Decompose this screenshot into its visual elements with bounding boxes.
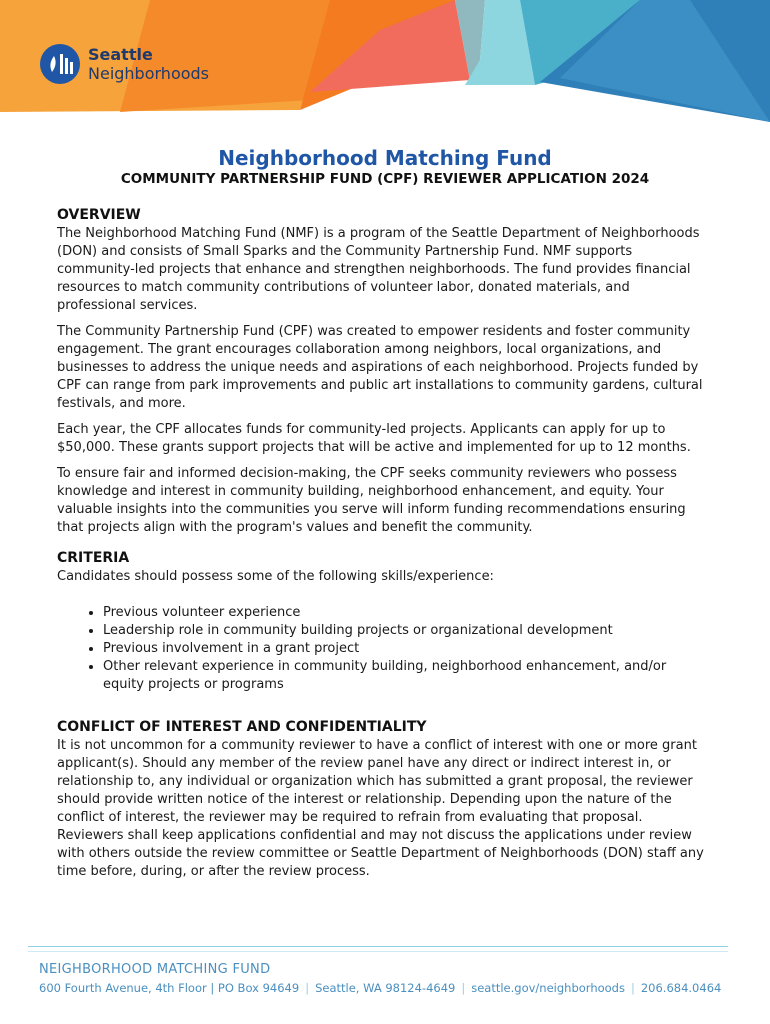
footer-website-link[interactable]: seattle.gov/neighborhoods [471, 981, 625, 995]
list-item: • Other relevant experience in community building, neighborhood enhancement, and/or equity projects or programs [103, 658, 707, 694]
footer-divider-secondary [28, 951, 728, 952]
criteria-intro: Candidates should possess some of the following skills/experience: [57, 569, 494, 584]
list-item: • Previous involvement in a grant project [103, 640, 707, 658]
footer-divider [28, 946, 728, 947]
seattle-seal-icon [38, 42, 82, 86]
footer-address: 600 Fourth Avenue, 4th Floor | PO Box 94649 | Seattle, WA 98124-4649 | seattle.gov/neighborhoods | 206.684.0464 [39, 981, 722, 995]
overview-paragraph-4: To ensure fair and informed decision-making, the CPF seeks community reviewers who possess knowledge and interest in community building, neighborhood enhancement, and equity. Your valuable insights into the communities you serve will inform funding recommendations ensuring that projects align with the program's values and benefit the community. [57, 466, 686, 535]
document-subtitle: COMMUNITY PARTNERSHIP FUND (CPF) REVIEWER APPLICATION 2024 [120, 171, 650, 187]
list-item: • Previous volunteer experience [103, 604, 707, 622]
overview-heading: OVERVIEW [57, 207, 141, 223]
footer-phone: 206.684.0464 [640, 981, 722, 995]
seattle-neighborhoods-logo [38, 42, 209, 86]
logo-line-2: Neighborhoods [88, 64, 210, 83]
list-item: • Leadership role in community building projects or organizational development [103, 622, 707, 640]
overview-paragraph-1: The Neighborhood Matching Fund (NMF) is a program of the Seattle Department of Neighborhoods (DON) and consists of Small Sparks and the Community Partnership Fund. NMF supports community-led projects that enhance and strengthen neighborhoods. The fund provides financial resources to match community contributions of volunteer labor, donated materials, and professional services. [57, 226, 700, 313]
conflict-paragraph: It is not uncommon for a community reviewer to have a conflict of interest with one or more grant applicant(s). Should any member of the review panel have any direct or indirect interest in, or relationship to, any individual or organization which has submitted a grant proposal, the reviewer should provide written notice of the interest or relationship. Depending upon the nature of the conflict of interest, the reviewer may be required to refrain from evaluating that proposal. Reviewers shall keep applications confidential and may not discuss the applications under review with others outside the review committee or Seattle Department of Neighborhoods (DON) staff any time before, during, or after the review process. [57, 738, 704, 879]
document-title: Neighborhood Matching Fund [218, 146, 552, 170]
footer-city: Seattle, WA 98124-4649 [315, 981, 456, 995]
criteria-list [57, 604, 707, 694]
overview-paragraph-3: Each year, the CPF allocates funds for community-led projects. Applicants can apply for up to $50,000. These grants support projects that will be active and implemented for up to 12 months. [57, 422, 691, 455]
overview-paragraph-2: The Community Partnership Fund (CPF) was created to empower residents and foster community engagement. The grant encourages collaboration among neighbors, local organizations, and businesses to address the unique needs and aspirations of each neighborhood. Projects funded by CPF can range from park improvements and public art installations to community gardens, cultural festivals, and more. [57, 324, 703, 411]
criteria-heading: CRITERIA [57, 550, 130, 566]
logo-line-1: Seattle [88, 45, 153, 64]
footer-org-name: NEIGHBORHOOD MATCHING FUND [39, 962, 271, 977]
footer-street: 600 Fourth Avenue, 4th Floor | PO Box 94649 [39, 981, 300, 995]
conflict-heading: CONFLICT OF INTEREST AND CONFIDENTIALITY [57, 719, 427, 735]
main-content [57, 206, 707, 881]
banner-shape-edge [0, 112, 120, 125]
